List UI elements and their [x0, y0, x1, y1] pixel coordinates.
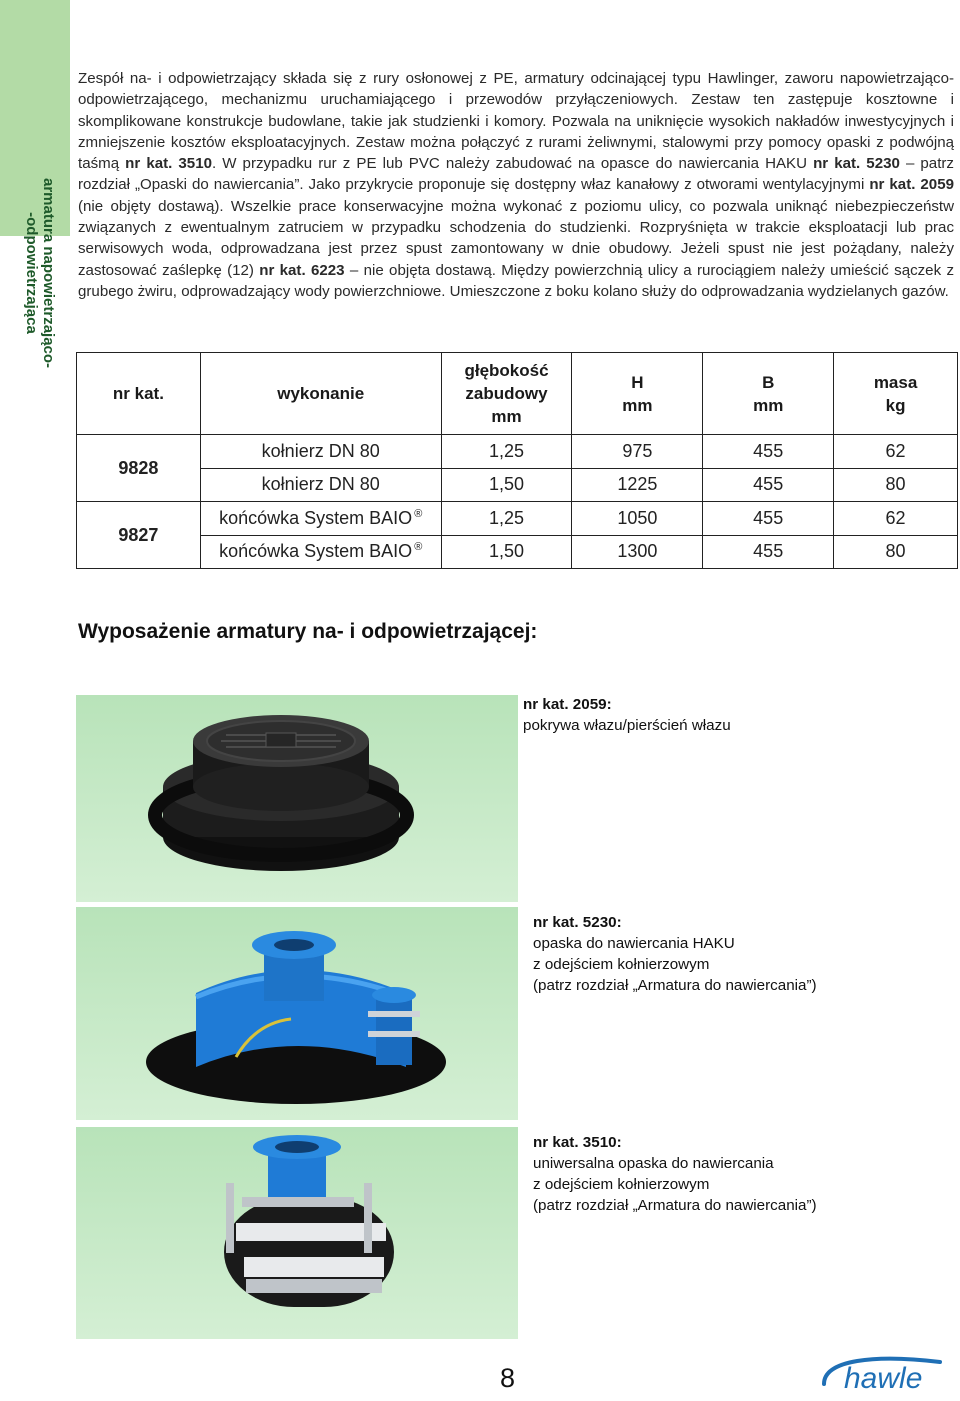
cell-h: 975: [572, 435, 703, 469]
product-desc: (patrz rozdział „Armatura do nawiercania”): [533, 1197, 817, 1214]
cell-kat: 9828: [77, 435, 201, 502]
cell-h: 1300: [572, 535, 703, 569]
product-desc: opaska do nawiercania HAKU: [533, 935, 735, 952]
table-row: [77, 502, 958, 536]
cell-b: 455: [703, 435, 834, 469]
intro-paragraph: Zespół na- i odpowietrzający składa się z rury osłonowej z PE, armatury odcinającej typu Hawlinger, zaworu napowietrzająco-odpowietrzającego, mechanizmu uruchamiającego i przewodów przyłączeniowych. Zestaw ten zastępuje kosztowne i skomplikowane konstrukcje budowlane, takie jak studzienki i komory. Pozwala na uniknięcie wysokich nakładów inwestycyjnych i zmniejszenie kosztów eksploatacyjnych. Zestaw można połączyć z rurami żeliwnymi, stalowymi przy pomocy opaski z podwójną taśmą nr kat. 3510. W przypadku rur z PE lub PVC należy zabudować na opasce do nawiercania HAKU nr kat. 5230 – patrz rozdział „Opaski do nawiercania”. Jako przykrycie proponuje się dostępny właz kanałowy z otworami wentylacyjnymi nr kat. 2059 (nie objęty dostawą). Wszelkie prace konserwacyjne można wykonać z poziomu ulicy, co pozwala uniknąć niebezpieczeństw związanych z ewentualnym zatruciem w przypadku schodzenia do studzienki. Rozpryśnięta w trakcie eksploatacji lub prac serwisowych woda, odprowadzana jest przez spust zamontowany w dnie obudowy. Jeżeli spust nie jest pożądany, należy zastosować zaślepkę (12) nr kat. 6223 – nie objęta dostawą. Między powierzchnią ulicy a rurociągiem należy umieścić sączek z grubego żwiru, odprowadzający wody powierzchniowe. Umieszczone z boku kolano służy do odprowadzania wydzielanych gazów.: [78, 70, 954, 300]
cell-b: 455: [703, 502, 834, 536]
manhole-cover-image: [76, 695, 518, 902]
product-desc: z odejściem kołnierzowym: [533, 956, 710, 973]
product-desc: z odejściem kołnierzowym: [533, 1176, 710, 1193]
catalog-ref: nr kat. 6223: [259, 261, 345, 279]
product-kat: nr kat. 2059:: [523, 696, 612, 713]
cell-glebokosc: 1,50: [441, 468, 572, 502]
cell-masa: 80: [834, 535, 958, 569]
product-desc: (patrz rozdział „Armatura do nawiercania”): [533, 977, 817, 994]
cell-wykonanie: końcówka System BAIO ®: [200, 535, 441, 569]
section-title: Wyposażenie armatury na- i odpowietrzającej:: [78, 620, 538, 643]
side-tab-label: armatura napowietrzająco- -odpowietrzająca: [23, 178, 57, 369]
header-glebokosc: głębokość zabudowy mm: [441, 353, 572, 435]
product-kat: nr kat. 3510:: [533, 1134, 622, 1151]
cell-glebokosc: 1,25: [441, 502, 572, 536]
universal-saddle-image: [76, 1127, 518, 1339]
header-h: H mm: [572, 353, 703, 435]
cell-kat: 9827: [77, 502, 201, 569]
cell-wykonanie: kołnierz DN 80: [200, 435, 441, 469]
header-kat: nr kat.: [77, 353, 201, 435]
header-wykonanie: wykonanie: [200, 353, 441, 435]
product-2059: [523, 694, 731, 736]
cell-glebokosc: 1,25: [441, 435, 572, 469]
catalog-ref: nr kat. 5230: [813, 155, 900, 173]
table-row: [77, 535, 958, 569]
product-desc: pokrywa włazu/pierścień włazu: [523, 717, 731, 734]
cell-masa: 80: [834, 468, 958, 502]
product-5230: [533, 912, 817, 996]
svg-text:hawle: hawle: [844, 1362, 923, 1395]
product-desc: uniwersalna opaska do nawiercania: [533, 1155, 774, 1172]
side-tab: [0, 0, 70, 369]
table-row: [77, 435, 958, 469]
intro-text: [78, 68, 954, 302]
product-3510: [533, 1132, 817, 1216]
page-number: 8: [500, 1363, 516, 1393]
spec-table: [76, 352, 958, 569]
table-header-row: [77, 353, 958, 435]
cell-b: 455: [703, 468, 834, 502]
cell-h: 1225: [572, 468, 703, 502]
catalog-ref: nr kat. 2059: [869, 176, 954, 194]
catalog-ref: nr kat. 3510: [125, 155, 212, 173]
registered-mark: ®: [414, 507, 423, 520]
cell-wykonanie: końcówka System BAIO ®: [200, 502, 441, 536]
cell-b: 455: [703, 535, 834, 569]
hawle-logo: [814, 1350, 954, 1401]
cell-glebokosc: 1,50: [441, 535, 572, 569]
header-b: B mm: [703, 353, 834, 435]
cell-h: 1050: [572, 502, 703, 536]
header-masa: masa kg: [834, 353, 958, 435]
cell-masa: 62: [834, 502, 958, 536]
product-kat: nr kat. 5230:: [533, 914, 622, 931]
registered-mark: ®: [414, 541, 423, 554]
table-row: [77, 468, 958, 502]
haku-saddle-image: [76, 907, 518, 1120]
cell-wykonanie: kołnierz DN 80: [200, 468, 441, 502]
cell-masa: 62: [834, 435, 958, 469]
